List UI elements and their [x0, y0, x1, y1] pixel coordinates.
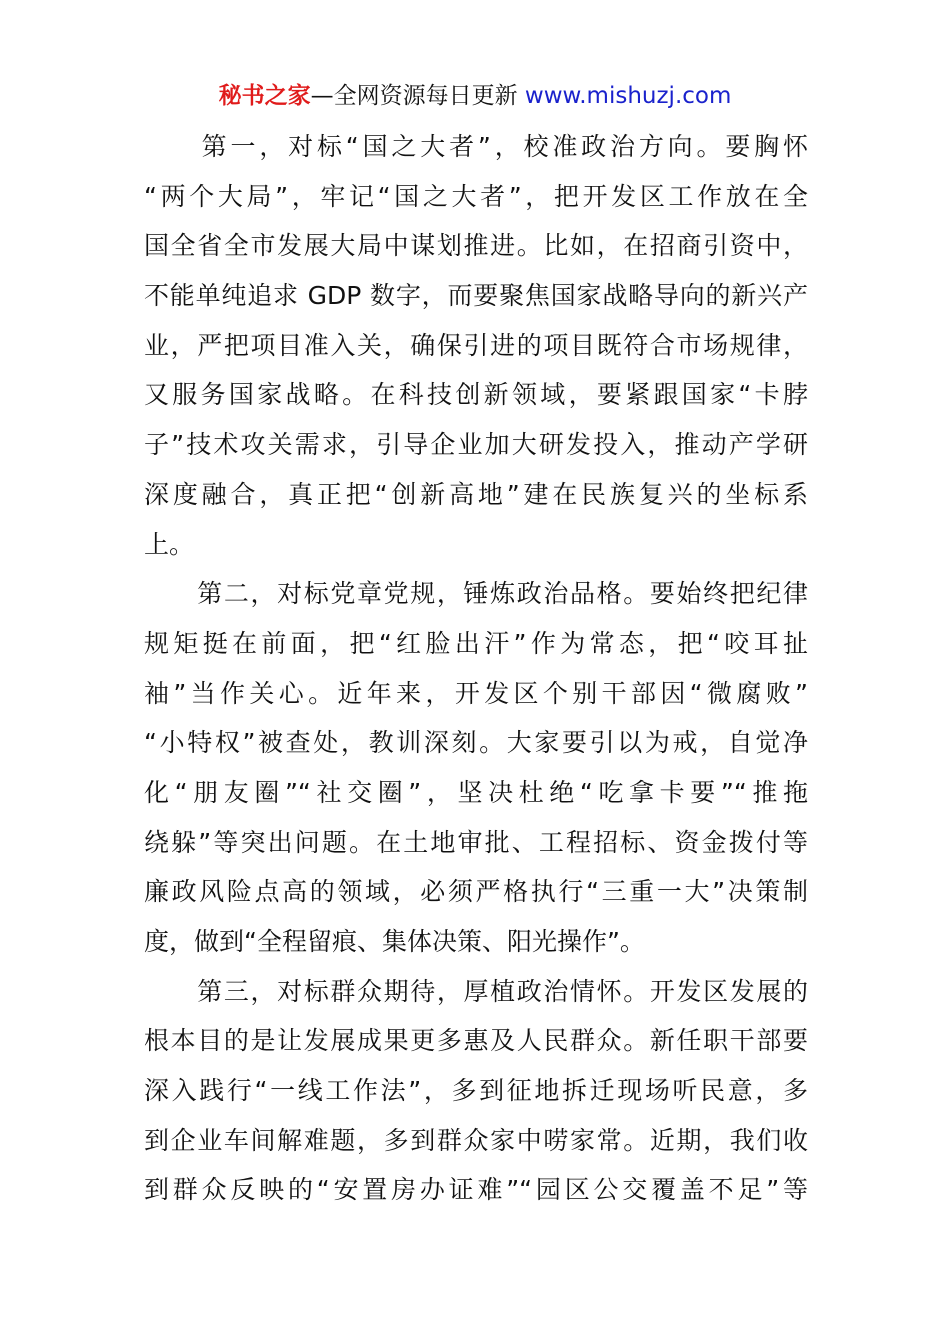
text-line: 根本目的是让发展成果更多惠及人民群众。新任职干部要: [144, 1026, 808, 1056]
text-line: 化“朋友圈”“社交圈”，坚决杜绝“吃拿卡要”“推拖: [144, 777, 808, 807]
text-line: 到群众反映的“安置房办证难”“园区公交覆盖不足”等: [144, 1175, 808, 1205]
text-line: 子”技术攻关需求，引导企业加大研发投入，推动产学研: [144, 430, 808, 460]
text-line: 到企业车间解难题，多到群众家中唠家常。近期，我们收: [144, 1125, 808, 1155]
text-line: 规矩挺在前面，把“红脸出汗”作为常态，把“咬耳扯: [144, 628, 808, 658]
site-brand: 秘书之家: [218, 83, 311, 109]
text-line: 不能单纯追求 GDP 数字，而要聚焦国家战略导向的新兴产: [144, 281, 808, 311]
site-tagline: —全网资源每日更新: [310, 83, 525, 109]
site-header: [0, 80, 950, 112]
text-line: “小特权”被查处，教训深刻。大家要引以为戒，自觉净: [144, 728, 808, 758]
text-line: 廉政风险点高的领域，必须严格执行“三重一大”决策制: [144, 877, 808, 907]
text-line: 度，做到“全程留痕、集体决策、阳光操作”。: [144, 927, 645, 956]
text-line: 第一，对标“国之大者”，校准政治方向。要胸怀: [144, 132, 808, 161]
text-line: 第三，对标群众期待，厚植政治情怀。开发区发展的: [144, 976, 808, 1006]
text-line: 又服务国家战略。在科技创新领域，要紧跟国家“卡脖: [144, 380, 808, 410]
text-line: 袖”当作关心。近年来，开发区个别干部因“微腐败”: [144, 678, 808, 708]
text-line: 深入践行“一线工作法”，多到征地拆迁现场听民意，多: [144, 1076, 808, 1106]
text-line: 上。: [144, 529, 195, 559]
text-line: “两个大局”，牢记“国之大者”，把开发区工作放在全: [144, 181, 808, 211]
text-line: 国全省全市发展大局中谋划推进。比如，在招商引资中，: [144, 231, 808, 261]
text-line: 第二，对标党章党规，锤炼政治品格。要始终把纪律: [144, 579, 808, 609]
text-line: 深度融合，真正把“创新高地”建在民族复兴的坐标系: [144, 479, 808, 509]
text-line: 绕躲”等突出问题。在土地审批、工程招标、资金拨付等: [144, 827, 808, 857]
site-url-link[interactable]: www.mishuzj.com: [524, 83, 732, 109]
document-body: [144, 122, 808, 1215]
text-line: 业，严把项目准入关，确保引进的项目既符合市场规律，: [144, 330, 808, 360]
